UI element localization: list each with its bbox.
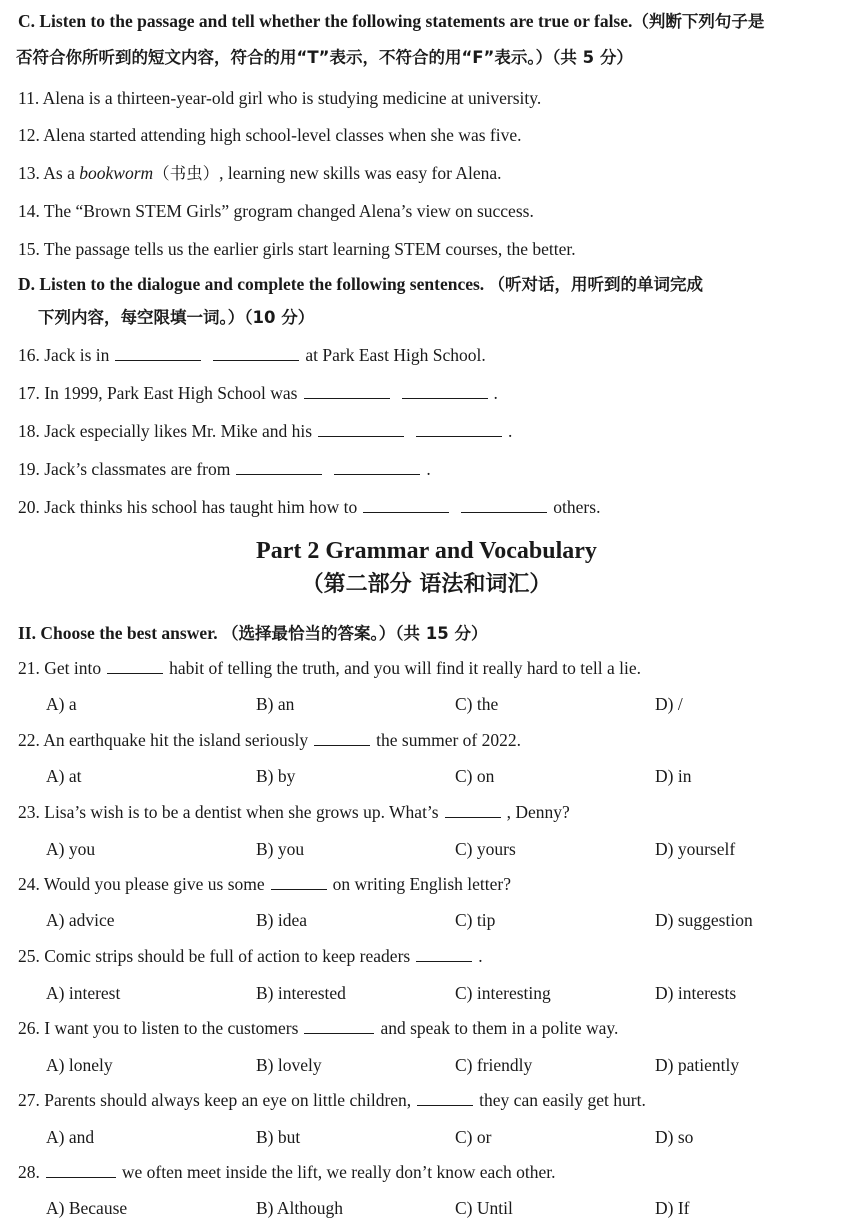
sentence-17-pre: 17. In 1999, Park East High School was [18, 383, 298, 403]
question-28 [18, 1161, 841, 1183]
option-28-a[interactable]: A) Because [46, 1198, 128, 1218]
sentence-16-pre: 16. Jack is in [18, 345, 110, 365]
blank[interactable] [46, 1163, 116, 1178]
question-26-pre: 26. I want you to listen to the customers [18, 1018, 299, 1038]
question-26-post: and speak to them in a polite way. [380, 1018, 619, 1038]
blank[interactable] [314, 731, 370, 746]
option-26-c[interactable]: C) friendly [455, 1055, 533, 1075]
blank[interactable] [363, 498, 449, 513]
statement-13-start: 13. As a [18, 163, 80, 183]
section-c-header [18, 10, 841, 33]
option-24-d[interactable]: D) suggestion [655, 910, 753, 930]
question-25-post: . [478, 946, 483, 966]
sentence-17 [18, 382, 841, 404]
option-24-a[interactable]: A) advice [46, 910, 115, 930]
question-27 [18, 1089, 841, 1111]
blank[interactable] [318, 422, 404, 437]
section-c-instruction-1: （判断下列句子是 [632, 12, 765, 31]
option-23-a[interactable]: A) you [46, 839, 96, 859]
option-27-c[interactable]: C) or [455, 1127, 492, 1147]
option-22-a[interactable]: A) at [46, 766, 82, 786]
blank[interactable] [402, 384, 488, 399]
blank[interactable] [445, 803, 501, 818]
option-21-c[interactable]: C) the [455, 694, 499, 714]
section-ii-title: II. Choose the best answer. [18, 623, 218, 643]
section-d-header [18, 273, 841, 296]
question-27-pre: 27. Parents should always keep an eye on little children, [18, 1090, 412, 1110]
blank[interactable] [271, 875, 327, 890]
sentence-17-post: . [493, 383, 498, 403]
statement-15: 15. The passage tells us the earlier girls start learning STEM courses, the better. [18, 239, 576, 259]
blank[interactable] [416, 422, 502, 437]
sentence-19-pre: 19. Jack’s classmates are from [18, 459, 231, 479]
sentence-20-pre: 20. Jack thinks his school has taught him how to [18, 497, 358, 517]
option-26-d[interactable]: D) patiently [655, 1055, 740, 1075]
option-27-b[interactable]: B) but [256, 1127, 301, 1147]
question-23 [18, 801, 841, 823]
section-d-instruction-1: （听对话，用听到的单词完成 [488, 275, 704, 294]
option-23-d[interactable]: D) yourself [655, 839, 736, 859]
section-ii-header [18, 622, 841, 645]
statement-13-rest: , learning new skills was easy for Alena. [219, 163, 502, 183]
question-23-pre: 23. Lisa’s wish is to be a dentist when she grows up. What’s [18, 802, 439, 822]
section-d-instruction-2: 下列内容，每空限填一词。）（10 分） [38, 308, 315, 327]
statement-13-cn: （书虫） [153, 164, 220, 183]
option-25-c[interactable]: C) interesting [455, 983, 551, 1003]
question-23-post: , Denny? [506, 802, 570, 822]
sentence-19-post: . [426, 459, 431, 479]
question-25 [18, 945, 841, 967]
question-22 [18, 729, 841, 751]
option-21-d[interactable]: D) / [655, 694, 683, 714]
blank[interactable] [115, 346, 201, 361]
blank[interactable] [416, 947, 472, 962]
option-26-a[interactable]: A) lonely [46, 1055, 113, 1075]
sentence-16 [18, 344, 841, 366]
blank[interactable] [107, 659, 163, 674]
blank[interactable] [236, 460, 322, 475]
question-24-post: on writing English letter? [332, 874, 512, 894]
question-25-pre: 25. Comic strips should be full of action to keep readers [18, 946, 411, 966]
sentence-18-pre: 18. Jack especially likes Mr. Mike and his [18, 421, 313, 441]
option-24-b[interactable]: B) idea [256, 910, 308, 930]
option-22-c[interactable]: C) on [455, 766, 495, 786]
section-ii-instruction: （选择最恰当的答案。）（共 15 分） [222, 624, 488, 643]
question-21-post: habit of telling the truth, and you will find it really hard to tell a lie. [169, 658, 642, 678]
statement-13-italic: bookworm [79, 163, 154, 183]
question-28-pre: 28. [18, 1162, 40, 1182]
question-21 [18, 657, 841, 679]
part-2-subtitle: （第二部分 语法和词汇） [301, 572, 552, 597]
statement-11: 11. Alena is a thirteen-year-old girl who is studying medicine at university. [18, 88, 542, 108]
section-c-instruction-2: 否符合你所听到的短文内容，符合的用“T”表示，不符合的用“F”表示。）（共 5 分） [16, 48, 633, 67]
question-22-pre: 22. An earthquake hit the island seriously [18, 730, 309, 750]
question-24 [18, 873, 841, 895]
sentence-18-post: . [508, 421, 513, 441]
blank[interactable] [417, 1091, 473, 1106]
option-23-c[interactable]: C) yours [455, 839, 516, 859]
option-27-a[interactable]: A) and [46, 1127, 95, 1147]
option-22-d[interactable]: D) in [655, 766, 692, 786]
option-21-a[interactable]: A) a [46, 694, 77, 714]
part-2-title: Part 2 Grammar and Vocabulary [256, 538, 597, 564]
blank[interactable] [461, 498, 547, 513]
option-24-c[interactable]: C) tip [455, 910, 496, 930]
option-28-c[interactable]: C) Until [455, 1198, 513, 1218]
option-23-b[interactable]: B) you [256, 839, 305, 859]
blank[interactable] [304, 1019, 374, 1034]
option-25-d[interactable]: D) interests [655, 983, 737, 1003]
section-c-title: C. Listen to the passage and tell whether the following statements are true or false. [18, 11, 633, 31]
question-21-pre: 21. Get into [18, 658, 102, 678]
option-26-b[interactable]: B) lovely [256, 1055, 322, 1075]
sentence-20-post: others. [553, 497, 601, 517]
sentence-20 [18, 496, 841, 518]
question-26 [18, 1017, 841, 1039]
question-28-post: we often meet inside the lift, we really don’t know each other. [121, 1162, 556, 1182]
option-25-a[interactable]: A) interest [46, 983, 121, 1003]
option-28-d[interactable]: D) If [655, 1198, 690, 1218]
statement-14: 14. The “Brown STEM Girls” grogram changed Alena’s view on success. [18, 201, 534, 221]
question-24-pre: 24. Would you please give us some [18, 874, 265, 894]
question-27-post: they can easily get hurt. [479, 1090, 646, 1110]
question-22-post: the summer of 2022. [376, 730, 521, 750]
sentence-19 [18, 458, 841, 480]
option-22-b[interactable]: B) by [256, 766, 296, 786]
option-25-b[interactable]: B) interested [256, 983, 346, 1003]
blank[interactable] [334, 460, 420, 475]
option-28-b[interactable]: B) Although [256, 1198, 344, 1218]
statement-13 [18, 162, 841, 185]
blank[interactable] [213, 346, 299, 361]
blank[interactable] [304, 384, 390, 399]
option-27-d[interactable]: D) so [655, 1127, 694, 1147]
sentence-16-post: at Park East High School. [305, 345, 486, 365]
section-d-title: D. Listen to the dialogue and complete the following sentences. [18, 274, 485, 294]
option-21-b[interactable]: B) an [256, 694, 295, 714]
statement-12: 12. Alena started attending high school-level classes when she was five. [18, 125, 522, 145]
sentence-18 [18, 420, 841, 442]
